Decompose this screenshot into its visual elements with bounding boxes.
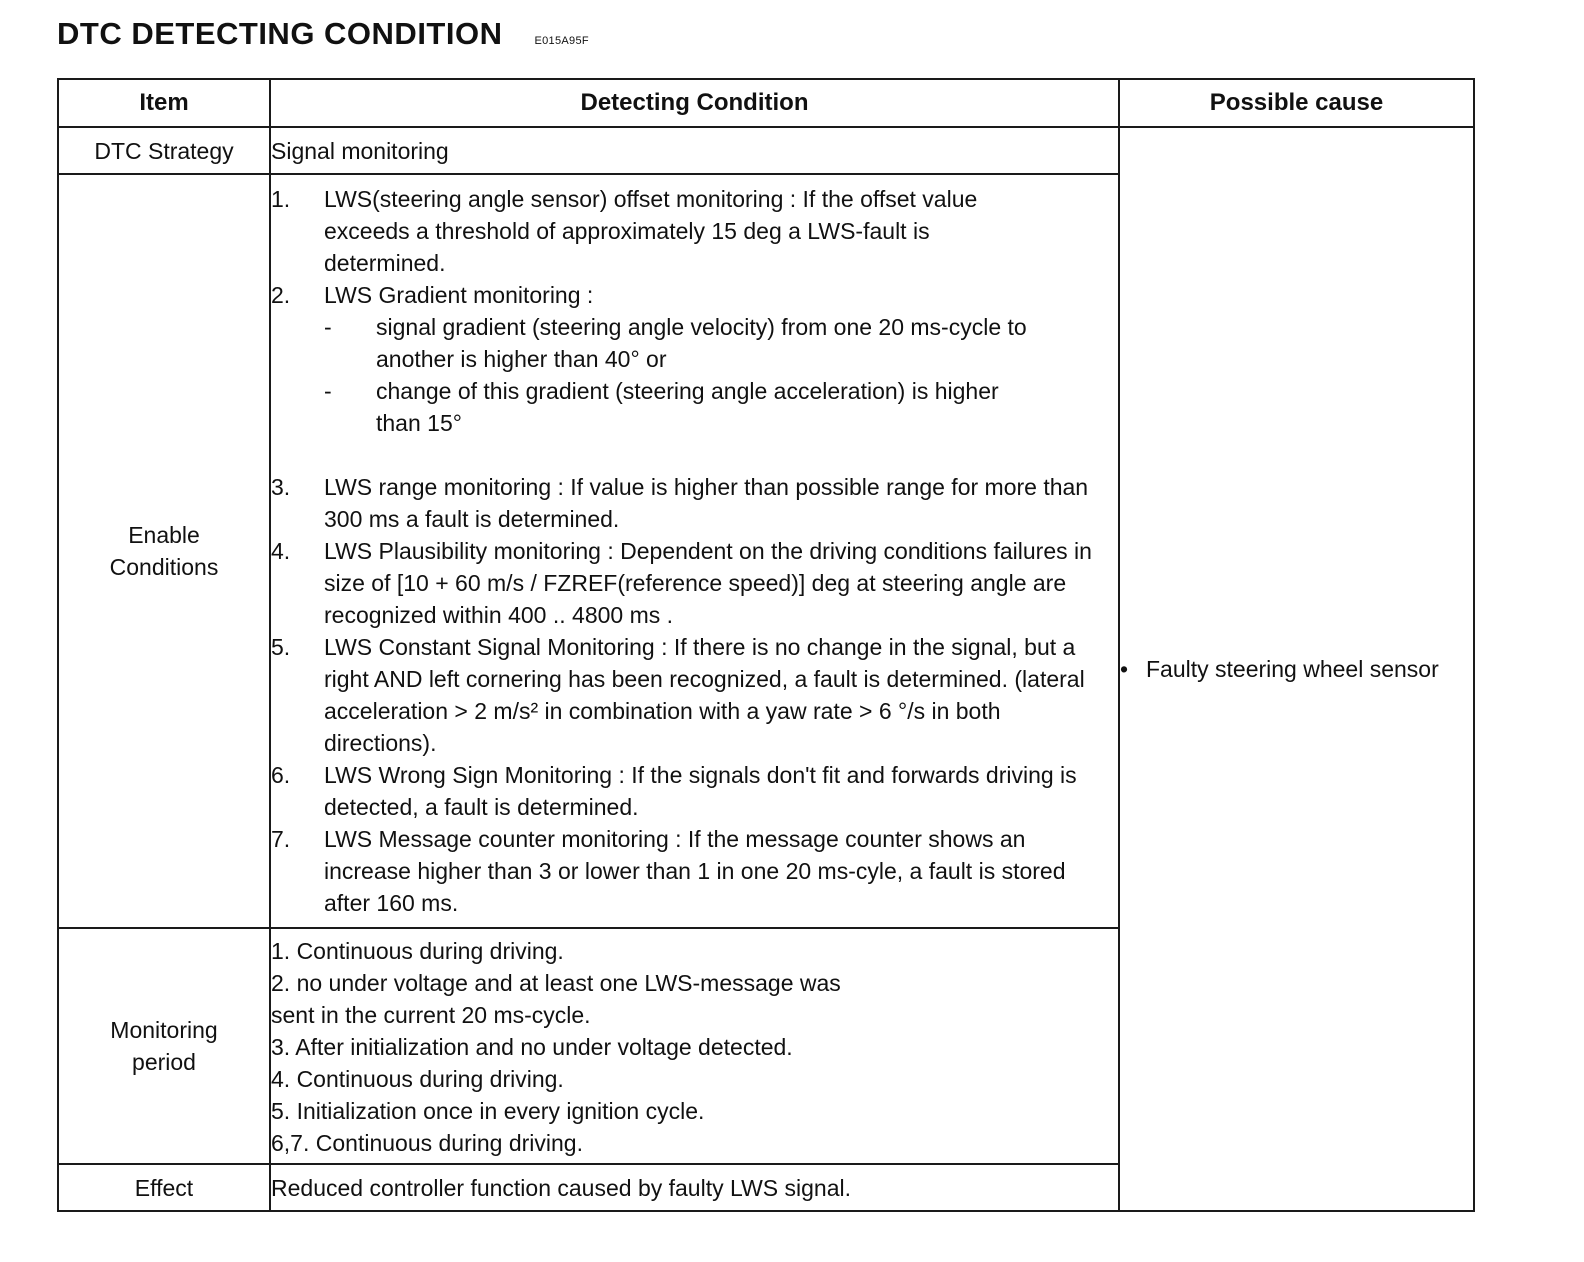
enable-item-number: 5. <box>271 634 291 660</box>
item-dtc-strategy: DTC Strategy <box>58 127 270 174</box>
item-effect: Effect <box>58 1164 270 1211</box>
monitoring-line-7: 6,7. Continuous during driving. <box>271 1130 583 1156</box>
row-dtc-strategy <box>58 127 1474 174</box>
monitoring-line-2: 2. no under voltage and at least one LWS-message was <box>271 970 841 996</box>
enable-item-2-sub-1 <box>271 311 1118 375</box>
enable-item-text: LWS Wrong Sign Monitoring : If the signals don't fit and forwards driving is detected, a fault is determined. <box>324 762 1077 820</box>
enable-item-text: LWS(steering angle sensor) offset monitoring : If the offset value exceeds a threshold of approximately 15 deg a LWS-fault is determined. <box>324 186 978 276</box>
item-enable-conditions <box>58 174 270 928</box>
effect-value: Reduced controller function caused by faulty LWS signal. <box>270 1164 1119 1211</box>
dash-bullet: - <box>324 314 332 340</box>
monitoring-label-line1: Monitoring <box>110 1017 218 1043</box>
monitoring-line-1: 1. Continuous during driving. <box>271 938 564 964</box>
enable-item-text: LWS Message counter monitoring : If the message counter shows an increase higher than 3 or lower than 1 in one 20 ms-cyle, a fault is stored after 160 ms. <box>324 826 1066 916</box>
monitoring-label-line2: period <box>132 1049 196 1075</box>
bullet-icon: • <box>1120 656 1129 682</box>
enable-item-3 <box>271 471 1118 535</box>
spacer <box>271 439 1118 471</box>
enable-label-line2: Conditions <box>109 554 219 580</box>
enable-item-text: LWS Plausibility monitoring : Dependent on the driving conditions failures in size of [10 + 60 m/s / FZREF(reference speed)] deg at steering angle are recognized within 400 .. 4800 ms . <box>324 538 1092 628</box>
document-code: E015A95F <box>534 35 589 47</box>
monitoring-line-6: 5. Initialization once in every ignition cycle. <box>271 1098 705 1124</box>
enable-item-6 <box>271 759 1118 823</box>
enable-conditions-list <box>270 174 1119 928</box>
enable-item-1 <box>271 183 1118 279</box>
sub-item-text: signal gradient (steering angle velocity) from one 20 ms-cycle to another is higher than 40° or <box>376 314 1027 372</box>
enable-item-number: 1. <box>271 186 291 212</box>
enable-item-text: LWS Gradient monitoring : <box>324 282 594 308</box>
table-header-row <box>58 79 1474 127</box>
monitoring-line-5: 4. Continuous during driving. <box>271 1066 564 1092</box>
dash-bullet: - <box>324 378 332 404</box>
dtc-condition-table <box>57 78 1475 1212</box>
enable-item-number: 6. <box>271 762 291 788</box>
item-monitoring-period <box>58 928 270 1164</box>
possible-cause-cell <box>1119 127 1474 1211</box>
page-title: DTC DETECTING CONDITION <box>57 16 503 51</box>
header-item: Item <box>58 79 270 127</box>
enable-item-text: LWS Constant Signal Monitoring : If there is no change in the signal, but a right AND left cornering has been recognized, a fault is determined. (lateral acceleration > 2 m/s² in combination with a yaw rate > 6 °/s in both directions). <box>324 634 1085 756</box>
cause-list-item <box>1120 653 1473 685</box>
enable-item-2-sub-2 <box>271 375 1118 439</box>
monitoring-line-3: sent in the current 20 ms-cycle. <box>271 1002 591 1028</box>
strategy-value: Signal monitoring <box>270 127 1119 174</box>
enable-item-number: 4. <box>271 538 291 564</box>
monitoring-period-list <box>270 928 1119 1164</box>
enable-item-5 <box>271 631 1118 759</box>
cause-text: Faulty steering wheel sensor <box>1146 656 1439 682</box>
section-header <box>57 16 589 56</box>
enable-label-line1: Enable <box>128 522 200 548</box>
enable-item-4 <box>271 535 1118 631</box>
enable-item-2 <box>271 279 1118 311</box>
enable-item-number: 3. <box>271 474 291 500</box>
sub-item-text: change of this gradient (steering angle acceleration) is higher than 15° <box>376 378 999 436</box>
header-detecting-condition: Detecting Condition <box>270 79 1119 127</box>
enable-item-7 <box>271 823 1118 919</box>
monitoring-line-4: 3. After initialization and no under voltage detected. <box>271 1034 793 1060</box>
enable-item-number: 2. <box>271 282 291 308</box>
enable-item-text: LWS range monitoring : If value is higher than possible range for more than 300 ms a fault is determined. <box>324 474 1089 532</box>
header-possible-cause: Possible cause <box>1119 79 1474 127</box>
enable-item-number: 7. <box>271 826 291 852</box>
